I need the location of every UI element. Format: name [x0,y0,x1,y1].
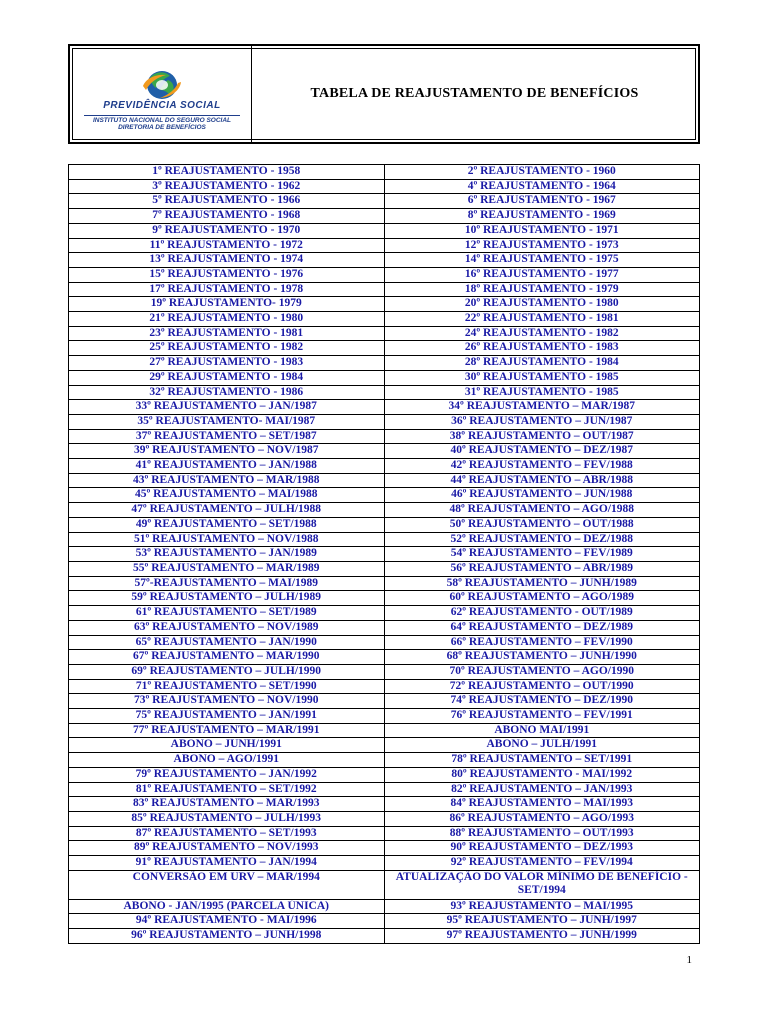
table-cell: 97º REAJUSTAMENTO – JUNH/1999 [384,929,700,944]
table-cell: 52º REAJUSTAMENTO – DEZ/1988 [384,532,700,547]
table-cell: 18º REAJUSTAMENTO - 1979 [384,282,700,297]
table-cell: 54º REAJUSTAMENTO – FEV/1989 [384,547,700,562]
table-row [69,473,700,488]
table-cell: ATUALIZAÇÃO DO VALOR MÍNIMO DE BENEFÍCIO - SET/1994 [384,870,700,899]
document-title: TABELA DE REAJUSTAMENTO DE BENEFÍCIOS [310,86,639,101]
table-cell: ABONO – JUNH/1991 [69,738,385,753]
table-cell: 81º REAJUSTAMENTO – SET/1992 [69,782,385,797]
table-row [69,385,700,400]
table-cell: 48º REAJUSTAMENTO – AGO/1988 [384,503,700,518]
table-cell: 19º REAJUSTAMENTO- 1979 [69,297,385,312]
table-cell: 53º REAJUSTAMENTO – JAN/1989 [69,547,385,562]
table-row [69,635,700,650]
table-cell: 7º REAJUSTAMENTO - 1968 [69,209,385,224]
table-cell: 84º REAJUSTAMENTO – MAI/1993 [384,797,700,812]
table-cell: 72º REAJUSTAMENTO – OUT/1990 [384,679,700,694]
table-row [69,444,700,459]
table-cell: 12º REAJUSTAMENTO - 1973 [384,238,700,253]
table-cell: 61º REAJUSTAMENTO – SET/1989 [69,606,385,621]
table-cell: 14º REAJUSTAMENTO - 1975 [384,253,700,268]
table-row [69,723,700,738]
table-cell: 20º REAJUSTAMENTO - 1980 [384,297,700,312]
table-cell: 42º REAJUSTAMENTO – FEV/1988 [384,459,700,474]
logo-divider [84,115,240,116]
table-row [69,459,700,474]
reajustamento-table-body [69,165,700,944]
table-cell: 33º REAJUSTAMENTO – JAN/1987 [69,400,385,415]
table-row [69,709,700,724]
document-header [68,44,700,144]
table-cell: 57º-REAJUSTAMENTO – MAI/1989 [69,576,385,591]
table-cell: 21º REAJUSTAMENTO - 1980 [69,312,385,327]
table-row [69,738,700,753]
table-cell: 30º REAJUSTAMENTO - 1985 [384,370,700,385]
table-row [69,223,700,238]
logo-institute-text: INSTITUTO NACIONAL DO SEGURO SOCIAL [92,117,232,124]
table-cell: 92º REAJUSTAMENTO – FEV/1994 [384,856,700,871]
table-cell: 29º REAJUSTAMENTO - 1984 [69,370,385,385]
table-row [69,488,700,503]
reajustamento-table [68,164,700,944]
table-row [69,664,700,679]
table-cell: 58º REAJUSTAMENTO – JUNH/1989 [384,576,700,591]
table-row [69,650,700,665]
table-cell: 3º REAJUSTAMENTO - 1962 [69,179,385,194]
table-row [69,856,700,871]
table-cell: 88º REAJUSTAMENTO – OUT/1993 [384,826,700,841]
table-cell: 49º REAJUSTAMENTO – SET/1988 [69,517,385,532]
table-cell: 24º REAJUSTAMENTO - 1982 [384,326,700,341]
table-row [69,370,700,385]
table-cell: 67º REAJUSTAMENTO – MAR/1990 [69,650,385,665]
table-cell: 15º REAJUSTAMENTO - 1976 [69,267,385,282]
table-cell: 66º REAJUSTAMENTO – FEV/1990 [384,635,700,650]
table-row [69,253,700,268]
table-cell: 55º REAJUSTAMENTO – MAR/1989 [69,561,385,576]
table-cell: 34º REAJUSTAMENTO – MAR/1987 [384,400,700,415]
table-cell: 16º REAJUSTAMENTO - 1977 [384,267,700,282]
table-cell: 46º REAJUSTAMENTO – JUN/1988 [384,488,700,503]
table-cell: 69º REAJUSTAMENTO – JULH/1990 [69,664,385,679]
table-cell: CONVERSÃO EM URV – MAR/1994 [69,870,385,899]
table-cell: 51º REAJUSTAMENTO – NOV/1988 [69,532,385,547]
table-cell: 59º REAJUSTAMENTO – JULH/1989 [69,591,385,606]
table-row [69,238,700,253]
table-cell: 2º REAJUSTAMENTO - 1960 [384,165,700,180]
table-cell: 50º REAJUSTAMENTO – OUT/1988 [384,517,700,532]
table-row [69,312,700,327]
table-row [69,503,700,518]
table-cell: 90º REAJUSTAMENTO – DEZ/1993 [384,841,700,856]
table-row [69,267,700,282]
table-cell: 77º REAJUSTAMENTO – MAR/1991 [69,723,385,738]
table-row [69,194,700,209]
table-row [69,914,700,929]
table-cell: ABONO – JULH/1991 [384,738,700,753]
table-cell: 1º REAJUSTAMENTO - 1958 [69,165,385,180]
table-row [69,899,700,914]
previdencia-social-logo [78,66,246,136]
table-cell: 22º REAJUSTAMENTO - 1981 [384,312,700,327]
table-cell: 64º REAJUSTAMENTO – DEZ/1989 [384,620,700,635]
table-row [69,870,700,899]
table-cell: 40º REAJUSTAMENTO – DEZ/1987 [384,444,700,459]
table-cell: 38º REAJUSTAMENTO – OUT/1987 [384,429,700,444]
table-cell: 62º REAJUSTAMENTO - OUT/1989 [384,606,700,621]
table-row [69,620,700,635]
table-cell: 96º REAJUSTAMENTO – JUNH/1998 [69,929,385,944]
table-cell: 68º REAJUSTAMENTO – JUNH/1990 [384,650,700,665]
table-cell: ABONO – AGO/1991 [69,753,385,768]
page-number: 1 [686,954,692,966]
table-cell: 85º REAJUSTAMENTO – JULH/1993 [69,811,385,826]
table-row [69,767,700,782]
table-cell: 70º REAJUSTAMENTO – AGO/1990 [384,664,700,679]
table-cell: 73º REAJUSTAMENTO – NOV/1990 [69,694,385,709]
table-cell: 82º REAJUSTAMENTO – JAN/1993 [384,782,700,797]
table-row [69,841,700,856]
table-row [69,179,700,194]
table-cell: 28º REAJUSTAMENTO - 1984 [384,356,700,371]
table-row [69,797,700,812]
table-cell: 60º REAJUSTAMENTO – AGO/1989 [384,591,700,606]
table-cell: 36º REAJUSTAMENTO – JUN/1987 [384,414,700,429]
table-cell: 23º REAJUSTAMENTO - 1981 [69,326,385,341]
table-cell: 44º REAJUSTAMENTO – ABR/1988 [384,473,700,488]
logo-brand-text: PREVIDÊNCIA SOCIAL [103,100,221,111]
table-row [69,606,700,621]
table-cell: 75º REAJUSTAMENTO – JAN/1991 [69,709,385,724]
table-cell: ABONO MAI/1991 [384,723,700,738]
table-cell: 80º REAJUSTAMENTO - MAI/1992 [384,767,700,782]
table-cell: 41º REAJUSTAMENTO – JAN/1988 [69,459,385,474]
table-cell: 89º REAJUSTAMENTO – NOV/1993 [69,841,385,856]
table-cell: 9º REAJUSTAMENTO - 1970 [69,223,385,238]
table-row [69,165,700,180]
table-row [69,547,700,562]
table-row [69,591,700,606]
table-cell: 25º REAJUSTAMENTO - 1982 [69,341,385,356]
table-cell: 5º REAJUSTAMENTO - 1966 [69,194,385,209]
table-cell: 91º REAJUSTAMENTO – JAN/1994 [69,856,385,871]
table-cell: 95º REAJUSTAMENTO – JUNH/1997 [384,914,700,929]
table-cell: 6º REAJUSTAMENTO - 1967 [384,194,700,209]
table-cell: 86º REAJUSTAMENTO – AGO/1993 [384,811,700,826]
table-row [69,532,700,547]
table-cell: 10º REAJUSTAMENTO - 1971 [384,223,700,238]
globe-logo-icon [140,68,184,102]
table-cell: 39º REAJUSTAMENTO – NOV/1987 [69,444,385,459]
table-cell: 78º REAJUSTAMENTO – SET/1991 [384,753,700,768]
table-cell: 11º REAJUSTAMENTO - 1972 [69,238,385,253]
table-cell: 65º REAJUSTAMENTO – JAN/1990 [69,635,385,650]
table-row [69,826,700,841]
table-row [69,929,700,944]
table-cell: 4º REAJUSTAMENTO - 1964 [384,179,700,194]
table-row [69,753,700,768]
table-row [69,414,700,429]
table-cell: 37º REAJUSTAMENTO – SET/1987 [69,429,385,444]
table-row [69,326,700,341]
table-cell: 56º REAJUSTAMENTO – ABR/1989 [384,561,700,576]
table-row [69,282,700,297]
table-cell: 43º REAJUSTAMENTO – MAR/1988 [69,473,385,488]
table-row [69,400,700,415]
table-cell: 63º REAJUSTAMENTO – NOV/1989 [69,620,385,635]
table-cell: 27º REAJUSTAMENTO - 1983 [69,356,385,371]
table-cell: 35º REAJUSTAMENTO- MAI/1987 [69,414,385,429]
table-row [69,297,700,312]
table-cell: 79º REAJUSTAMENTO – JAN/1992 [69,767,385,782]
table-cell: 47º REAJUSTAMENTO – JULH/1988 [69,503,385,518]
table-cell: 26º REAJUSTAMENTO - 1983 [384,341,700,356]
logo-department-text: DIRETORIA DE BENEFÍCIOS [118,124,206,131]
table-cell: 45º REAJUSTAMENTO – MAI/1988 [69,488,385,503]
table-cell: ABONO - JAN/1995 (PARCELA ÚNICA) [69,899,385,914]
table-cell: 17º REAJUSTAMENTO - 1978 [69,282,385,297]
table-cell: 31º REAJUSTAMENTO - 1985 [384,385,700,400]
table-row [69,341,700,356]
table-row [69,561,700,576]
table-row [69,679,700,694]
table-cell: 93º REAJUSTAMENTO – MAI/1995 [384,899,700,914]
table-cell: 13º REAJUSTAMENTO - 1974 [69,253,385,268]
table-row [69,782,700,797]
table-row [69,209,700,224]
table-cell: 8º REAJUSTAMENTO - 1969 [384,209,700,224]
table-row [69,576,700,591]
table-row [69,429,700,444]
table-cell: 71º REAJUSTAMENTO – SET/1990 [69,679,385,694]
table-cell: 76º REAJUSTAMENTO – FEV/1991 [384,709,700,724]
table-cell: 94º REAJUSTAMENTO - MAI/1996 [69,914,385,929]
table-cell: 83º REAJUSTAMENTO – MAR/1993 [69,797,385,812]
table-cell: 87º REAJUSTAMENTO – SET/1993 [69,826,385,841]
table-row [69,356,700,371]
table-cell: 74º REAJUSTAMENTO – DEZ/1990 [384,694,700,709]
table-cell: 32º REAJUSTAMENTO - 1986 [69,385,385,400]
table-row [69,694,700,709]
table-row [69,517,700,532]
table-row [69,811,700,826]
